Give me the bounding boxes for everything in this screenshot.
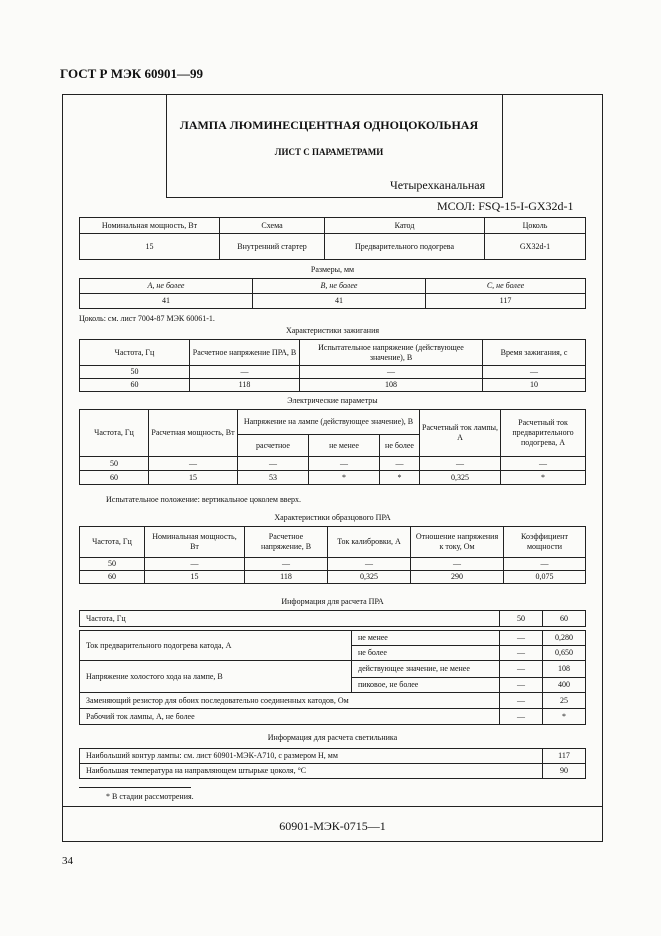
table-header: Напряжение на лампе (действующее значение), В bbox=[238, 410, 420, 435]
table-cell: — bbox=[500, 693, 543, 709]
cap-note: Цоколь: см. лист 7004-87 МЭК 60061-1. bbox=[79, 314, 215, 323]
table-cell: 117 bbox=[426, 294, 586, 309]
table-cell: Наибольшая температура на направляющем штырьке цоколя, °С bbox=[80, 764, 543, 779]
table-cell: 50 bbox=[500, 611, 543, 627]
table-header: Частота, Гц bbox=[80, 527, 145, 558]
table-cell: Наибольший контур лампы: см. лист 60901-МЭК-А710, с размером H, мм bbox=[80, 749, 543, 764]
table-header: Коэффициент мощности bbox=[504, 527, 586, 558]
table-cell: не более bbox=[352, 646, 500, 661]
table-cell: 50 bbox=[80, 558, 145, 571]
table-header: A, не более bbox=[80, 279, 253, 294]
table-header: Номинальная мощность, Вт bbox=[80, 218, 220, 234]
table-cell: — bbox=[420, 457, 501, 471]
frame-title-underline bbox=[166, 197, 503, 198]
table-cell: 60 bbox=[80, 471, 149, 485]
table-cell: Напряжение холостого хода на лампе, В bbox=[80, 661, 352, 693]
table-cell: 290 bbox=[411, 571, 504, 584]
table-header: Частота, Гц bbox=[80, 340, 190, 366]
table-cell: — bbox=[190, 366, 300, 379]
lamp-type: Четырехканальная bbox=[390, 178, 486, 192]
table-cell: 0,075 bbox=[504, 571, 586, 584]
table-cell: 400 bbox=[543, 678, 586, 693]
table-cell: — bbox=[500, 631, 543, 646]
table-cell: — bbox=[300, 366, 483, 379]
table-cell: Внутренний стартер bbox=[220, 234, 325, 260]
table-cell: 118 bbox=[245, 571, 328, 584]
table-header: Расчетный ток предварительного подогрева, А bbox=[501, 410, 586, 457]
table-header: Катод bbox=[325, 218, 485, 234]
ref-ballast-caption: Характеристики образцового ПРА bbox=[274, 513, 391, 522]
table-header: Номинальная мощность, Вт bbox=[145, 527, 245, 558]
footnote: * В стадии рассмотрения. bbox=[106, 792, 194, 801]
table-header: расчетное bbox=[238, 435, 309, 457]
mcol-designation: МСОЛ: FSQ-15-I-GX32d-1 bbox=[437, 199, 574, 213]
table-cell: действующее значение, не менее bbox=[352, 661, 500, 678]
table-cell: пиковое, не более bbox=[352, 678, 500, 693]
table-cell: — bbox=[483, 366, 586, 379]
table-header: Расчетное напряжение ПРА, В bbox=[190, 340, 300, 366]
table-cell: 108 bbox=[300, 379, 483, 392]
table-cell: Рабочий ток лампы, А, не более bbox=[80, 709, 500, 725]
table-cell: 118 bbox=[190, 379, 300, 392]
table-header: Испытательное напряжение (действующее значение), В bbox=[300, 340, 483, 366]
table-cell: * bbox=[501, 471, 586, 485]
table-cell: 10 bbox=[483, 379, 586, 392]
table-header: Частота, Гц bbox=[80, 410, 149, 457]
table-cell: — bbox=[245, 558, 328, 571]
table-cell: 60 bbox=[80, 379, 190, 392]
table-cell: — bbox=[328, 558, 411, 571]
ignition-table bbox=[79, 339, 586, 392]
table-cell: 41 bbox=[80, 294, 253, 309]
table-cell: GX32d-1 bbox=[485, 234, 586, 260]
table-header: Схема bbox=[220, 218, 325, 234]
luminaire-info-caption: Информация для расчета светильника bbox=[267, 733, 398, 742]
ballast-info-caption: Информация для расчета ПРА bbox=[281, 597, 384, 606]
table-cell: 25 bbox=[543, 693, 586, 709]
table-header: Расчетная мощность, Вт bbox=[149, 410, 238, 457]
page-number: 34 bbox=[62, 855, 73, 867]
table-cell: 60 bbox=[80, 571, 145, 584]
table-cell: — bbox=[238, 457, 309, 471]
table-cell: * bbox=[543, 709, 586, 725]
table-cell: 50 bbox=[80, 457, 149, 471]
table-header: Цоколь bbox=[485, 218, 586, 234]
table-cell: Ток предварительного подогрева катода, А bbox=[80, 631, 352, 661]
footnote-rule bbox=[79, 787, 191, 788]
table-cell: 50 bbox=[80, 366, 190, 379]
table-cell: 15 bbox=[149, 471, 238, 485]
table-cell: 0,325 bbox=[328, 571, 411, 584]
table-cell: 60 bbox=[543, 611, 586, 627]
table-cell: Частота, Гц bbox=[80, 611, 500, 627]
table-cell: * bbox=[380, 471, 420, 485]
table-header: не более bbox=[380, 435, 420, 457]
table-cell: — bbox=[500, 646, 543, 661]
table-cell: 0,280 bbox=[543, 631, 586, 646]
table-cell: 90 bbox=[543, 764, 586, 779]
general-table bbox=[79, 217, 586, 260]
table-cell: 15 bbox=[80, 234, 220, 260]
table-cell: Заменяющий резистор для обоих последовательно соединенных катодов, Ом bbox=[80, 693, 500, 709]
electrical-table bbox=[79, 409, 586, 485]
table-cell: 41 bbox=[253, 294, 426, 309]
table-header: C, не более bbox=[426, 279, 586, 294]
table-header: Расчетное напряжение, В bbox=[245, 527, 328, 558]
table-cell: — bbox=[500, 661, 543, 678]
luminaire-info-table bbox=[79, 748, 586, 779]
frame-bottom-divider bbox=[62, 806, 603, 807]
table-header: Ток калибровки, А bbox=[328, 527, 411, 558]
table-cell: 108 bbox=[543, 661, 586, 678]
sheet-title: ЛАМПА ЛЮМИНЕСЦЕНТНАЯ ОДНОЦОКОЛЬНАЯ bbox=[179, 118, 479, 132]
table-header: B, не более bbox=[253, 279, 426, 294]
table-header: Отношение напряжения к току, Ом bbox=[411, 527, 504, 558]
table-cell: 117 bbox=[543, 749, 586, 764]
table-cell: — bbox=[411, 558, 504, 571]
table-cell: — bbox=[380, 457, 420, 471]
frame-divider-left bbox=[166, 94, 167, 198]
sheet-subtitle: ЛИСТ С ПАРАМЕТРАМИ bbox=[274, 147, 384, 157]
electrical-caption: Электрические параметры bbox=[287, 396, 378, 405]
table-cell: * bbox=[309, 471, 380, 485]
table-cell: 15 bbox=[145, 571, 245, 584]
frame-divider-right bbox=[502, 94, 503, 198]
dimensions-caption: Размеры, мм bbox=[310, 265, 355, 274]
table-cell: — bbox=[149, 457, 238, 471]
table-cell: — bbox=[145, 558, 245, 571]
table-header: Время зажигания, с bbox=[483, 340, 586, 366]
table-cell: 0,325 bbox=[420, 471, 501, 485]
table-cell: — bbox=[504, 558, 586, 571]
table-cell: Предварительного подогрева bbox=[325, 234, 485, 260]
test-position-note: Испытательное положение: вертикальное цоколем вверх. bbox=[106, 495, 302, 504]
table-cell: 53 bbox=[238, 471, 309, 485]
table-cell: не менее bbox=[352, 631, 500, 646]
ignition-caption: Характеристики зажигания bbox=[285, 326, 380, 335]
table-cell: — bbox=[500, 678, 543, 693]
table-header: Расчетный ток лампы, А bbox=[420, 410, 501, 457]
document-header: ГОСТ Р МЭК 60901—99 bbox=[60, 66, 203, 81]
sheet-id: 60901-МЭК-0715—1 bbox=[279, 819, 386, 833]
table-cell: — bbox=[500, 709, 543, 725]
table-header: не менее bbox=[309, 435, 380, 457]
dimensions-table bbox=[79, 278, 586, 309]
ref-ballast-table bbox=[79, 526, 586, 584]
table-cell: — bbox=[309, 457, 380, 471]
table-cell: — bbox=[501, 457, 586, 471]
ballast-info-table bbox=[79, 610, 586, 725]
table-cell: 0,650 bbox=[543, 646, 586, 661]
